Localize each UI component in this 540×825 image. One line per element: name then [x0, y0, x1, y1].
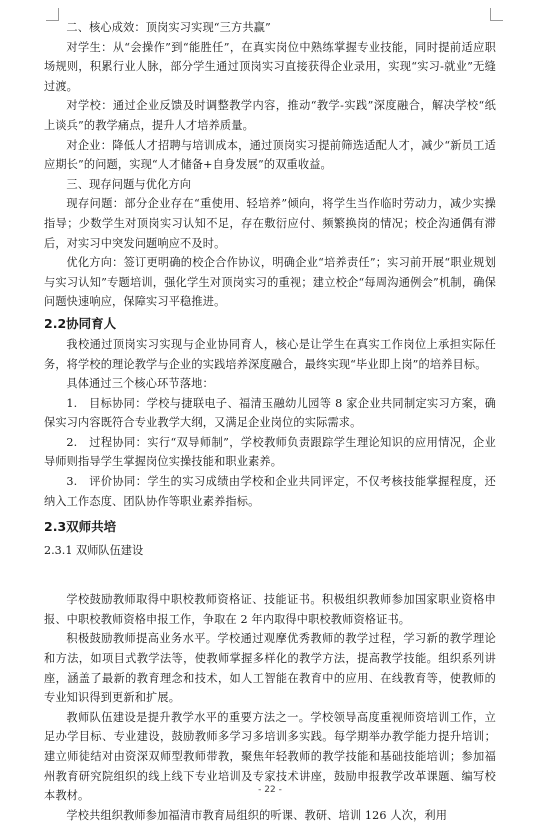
list-item-process: 2. 过程协同：实行“双导师制”，学校教师负责跟踪学生理论知识的应用情况，企业导师则指导学生掌握岗位实操技能和职业素养。 [44, 435, 496, 469]
paragraph-school: 对学校：通过企业反馈及时调整教学内容，推动“教学-实践”深度融合，解决学校“纸上谈兵”的教学痛点，提升人才培养质量。 [44, 99, 496, 132]
paragraph-students: 对学生：从“会操作”到“能胜任”，在真实岗位中熟练掌握专业技能，同时提前适应职场规则，积累行业人脉，部分学生通过顶岗实习直接获得企业录用，实现“实习-就业”无缝过渡。 [44, 40, 496, 93]
page-number: - 22 - [258, 785, 282, 795]
paragraph-current-problems: 现存问题：部分企业存在“重使用、轻培养”倾向，将学生当作临时劳动力，减少实操指导；少数学生对顶岗实习认知不足，存在敷衍应付、频繁换岗的情况；校企沟通偶有滞后，对实习中突发问题响应不及时。 [44, 197, 496, 250]
paragraph-training-count: 学校共组织教师参加福清市教育局组织的听课、教研、培训 126 人次，利用 [66, 808, 448, 822]
list-item-evaluation: 3. 评价协同：学生的实习成绩由学校和企业共同评定，不仅考核技能掌握程度，还纳入工作态度、团队协作等职业素养指标。 [44, 475, 496, 508]
paragraph-professional-level: 积极鼓励教师提高业务水平。学校通过观摩优秀教师的教学过程，学习新的教学理论和方法，如项目式教学法等，使教师掌握多样化的教学方法，提高教学技能。组织系列讲座，涵盖了最新的教育理念和技术，如人工智能在教育中的应用、在线教育等，使教师的专业知识得到更新和扩展。 [44, 632, 496, 705]
paragraph-certificates: 学校鼓励教师取得中职校教师资格证、技能证书。积极组织教师参加国家职业资格申报、中职校教师资格申报工作，争取在 2 年内取得中职校教师资格证书。 [44, 593, 496, 626]
paragraph-collaborative-education: 我校通过顶岗实习实现与企业协同育人，核心是让学生在真实工作岗位上承担实际任务，将学校的理论教学与企业的实践培养深度融合，最终实现“毕业即上岗”的培养目标。 [44, 337, 496, 371]
list-item-goal: 1. 目标协同：学校与捷联电子、福清玉融幼儿园等 8 家企业共同制定实习方案，确保实习内容既符合专业教学大纲，又满足企业岗位的实际需求。 [44, 396, 496, 430]
document-body [44, 18, 496, 825]
paragraph-three-links: 具体通过三个核心环节落地： [66, 377, 214, 391]
paragraph-team-building: 教师队伍建设是提升教学水平的重要方法之一。学校领导高度重视师资培训工作，立足办学目标、专业建设，鼓励教师多学习多培训多实践。每学期举办教学能力提升培训；建立师徒结对由资深双师型教师带教，聚焦年轻教师的教学技能和基础技能培训；参加福州教育研究院组织的线上线下专业培训及专家技术讲座，鼓励申报教学改革课题、编写校本教材。 [44, 710, 496, 803]
heading-2-2: 2.2协同育人 [44, 315, 117, 331]
spacer [44, 562, 496, 590]
section-heading-problems: 三、现存问题与优化方向 [66, 177, 192, 191]
section-heading-outcomes: 二、核心成效：顶岗实习实现“三方共赢” [66, 21, 271, 34]
heading-2-3-1: 2.3.1 双师队伍建设 [44, 544, 144, 558]
paragraph-optimization: 优化方向：签订更明确的校企合作协议，明确企业“培养责任”；实习前开展“职业规划与实习认知”专题培训，强化学生对顶岗实习的重视；建立校企“每周沟通例会”机制，确保问题快速响应，保障实习平稳推进。 [44, 256, 496, 309]
paragraph-enterprise: 对企业：降低人才招聘与培训成本，通过顶岗实习提前筛选适配人才，减少“新员工适应期长”的问题，实现“人才储备+自身发展”的双重收益。 [44, 138, 496, 172]
heading-2-3: 2.3双师共培 [44, 519, 117, 535]
